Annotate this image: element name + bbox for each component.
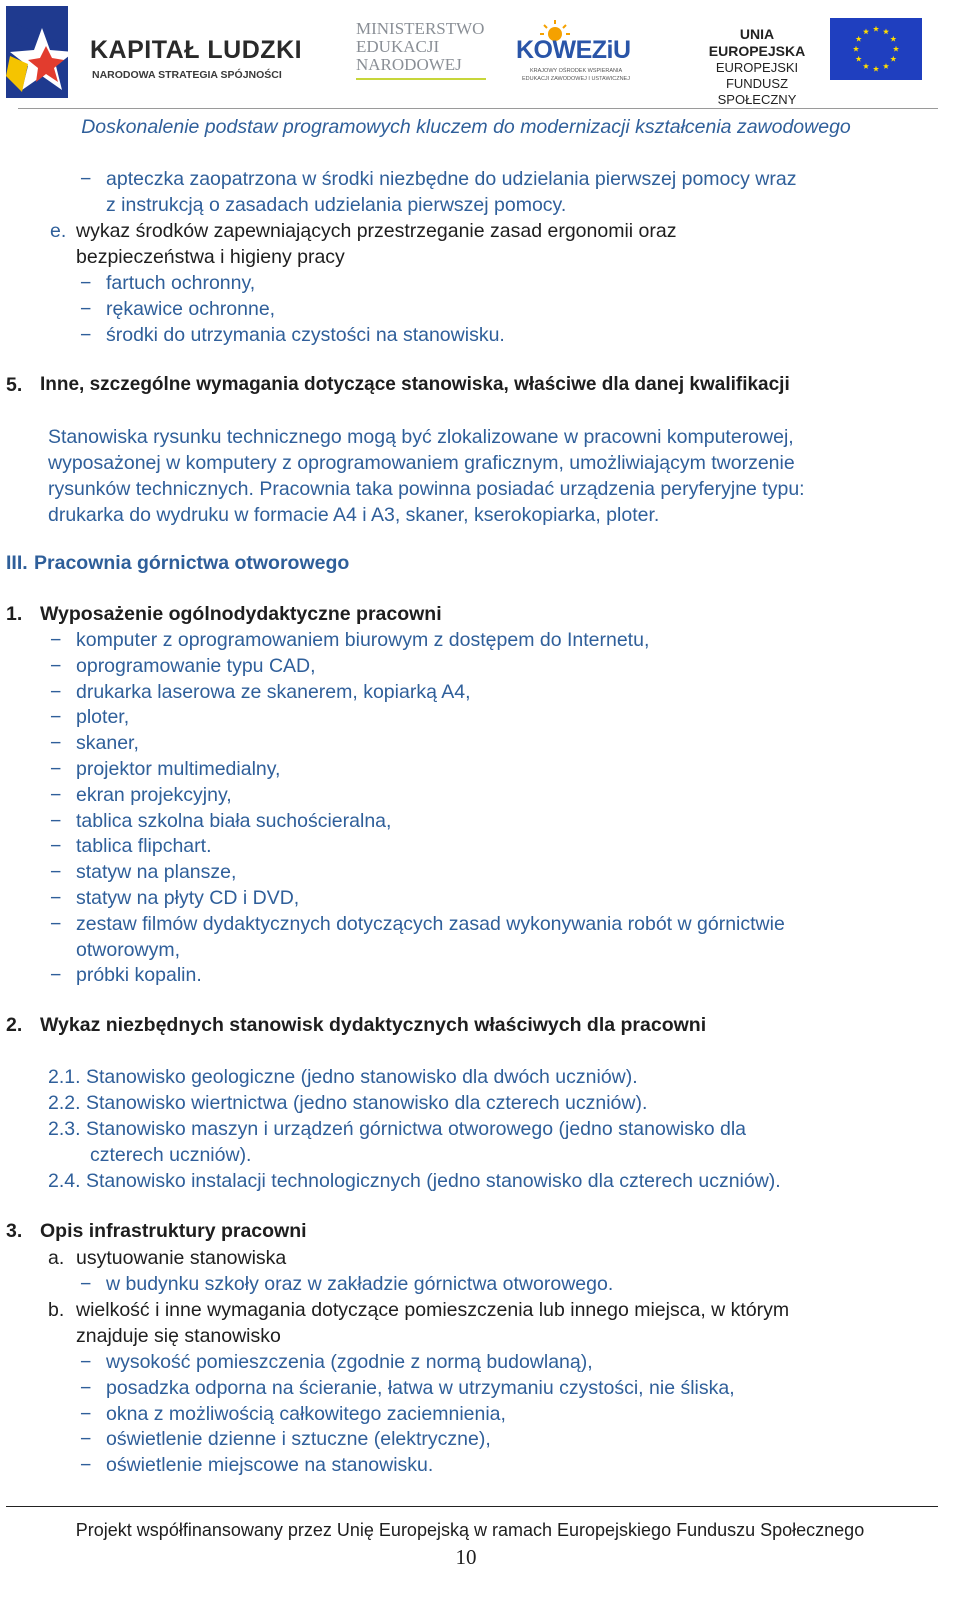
logo-men-line2: EDUKACJI: [356, 37, 440, 56]
dash-marker: −: [80, 1273, 92, 1295]
logo-ue-text: [690, 26, 824, 107]
list-item: tablica szkolna biała suchościeralna,: [76, 809, 392, 832]
section-number: 2.: [6, 1014, 23, 1036]
section-number: 3.: [6, 1220, 23, 1242]
section-heading: Wyposażenie ogólnodydaktyczne pracowni: [40, 603, 442, 625]
dash-marker: −: [80, 1376, 92, 1399]
list-item: okna z możliwością całkowitego zaciemnienia,: [106, 1402, 506, 1425]
list-item: oprogramowanie typu CAD,: [76, 654, 316, 677]
kapital-ludzki-star-icon: [6, 6, 86, 98]
dash-marker: −: [50, 783, 62, 806]
dash-marker: −: [80, 272, 92, 294]
logo-koweziu-sub1: KRAJOWY OŚRODEK WSPIERANIA: [530, 68, 623, 74]
station-item: 2.3. Stanowisko maszyn i urządzeń górnictwa otworowego (jedno stanowisko dla: [48, 1118, 747, 1140]
logo-koweziu: [516, 18, 646, 88]
footer-rule: [6, 1506, 938, 1507]
station-item-continuation: czterech uczniów).: [90, 1144, 252, 1166]
logo-ue-line3: FUNDUSZ SPOŁECZNY: [717, 76, 797, 107]
list-marker-a: a.: [48, 1247, 65, 1269]
station-item: 2.4. Stanowisko instalacji technologicznych (jedno stanowisko dla czterech uczniów).: [48, 1170, 781, 1192]
list-item: komputer z oprogramowaniem biurowym z dostępem do Internetu,: [76, 629, 650, 651]
eu-flag-icon: [830, 18, 922, 80]
dash-marker: −: [80, 1402, 92, 1425]
list-item: wysokość pomieszczenia (zgodnie z normą budowlaną),: [106, 1351, 593, 1373]
logo-ue-line2: EUROPEJSKI: [715, 60, 799, 75]
running-title: Doskonalenie podstaw programowych kluczem do modernizacji kształcenia zawodowego: [81, 116, 851, 138]
list-item-continuation: otworowym,: [76, 938, 181, 961]
paragraph-line: Stanowiska rysunku technicznego mogą być zlokalizowane w pracowni komputerowej,: [48, 426, 794, 448]
dash-marker: −: [50, 629, 62, 651]
logo-kl-title: KAPITAŁ LUDZKI: [90, 36, 303, 64]
dash-marker: −: [50, 732, 62, 755]
dash-marker: −: [50, 887, 62, 909]
logo-ue-line1: UNIA EUROPEJSKA: [708, 26, 806, 59]
list-item-e-continuation: bezpieczeństwa i higieny pracy: [76, 246, 345, 268]
section-heading: Wykaz niezbędnych stanowisk dydaktycznych właściwych dla pracowni: [40, 1014, 707, 1036]
dash-marker: −: [50, 758, 62, 780]
list-item-b-continuation: znajduje się stanowisko: [76, 1325, 281, 1347]
logo-men-underline: [356, 78, 486, 80]
list-item: skaner,: [76, 732, 139, 755]
dash-marker: −: [80, 168, 92, 190]
section-number: 1.: [6, 603, 23, 625]
logo-koweziu-title: KOWEZiU: [516, 36, 631, 64]
dash-marker: −: [50, 964, 62, 987]
list-item: ploter,: [76, 706, 130, 729]
list-item: w budynku szkoły oraz w zakładzie górnictwa otworowego.: [106, 1273, 614, 1295]
page-number: 10: [455, 1545, 477, 1569]
chapter-number: III.: [6, 552, 28, 574]
list-item: statyw na płyty CD i DVD,: [76, 887, 300, 909]
logo-koweziu-sub2: EDUKACJI ZAWODOWEJ I USTAWICZNEJ: [522, 76, 630, 82]
dash-marker: −: [80, 298, 92, 320]
paragraph-line: rysunków technicznych. Pracownia taka powinna posiadać urządzenia peryferyjne typu:: [48, 478, 805, 500]
section-number: 5.: [6, 374, 23, 396]
logo-men: [356, 20, 496, 90]
list-item: statyw na plansze,: [76, 861, 237, 884]
list-item: rękawice ochronne,: [106, 298, 276, 320]
list-item-b: wielkość i inne wymagania dotyczące pomieszczenia lub innego miejsca, w którym: [76, 1299, 790, 1321]
footer-text: Projekt współfinansowany przez Unię Europejską w ramach Europejskiego Funduszu Społecznego: [75, 1520, 865, 1540]
list-item: oświetlenie miejscowe na stanowisku.: [106, 1454, 434, 1477]
logo-men-line3: NARODOWEJ: [356, 55, 462, 74]
dash-marker: −: [80, 1428, 92, 1451]
dash-marker: −: [80, 324, 92, 346]
dash-marker: −: [80, 1454, 92, 1477]
list-item: tablica flipchart.: [76, 835, 212, 858]
logo-men-line1: MINISTERSTWO: [356, 19, 485, 38]
header-rule: [18, 108, 938, 109]
list-item: próbki kopalin.: [76, 964, 202, 987]
dash-marker: −: [50, 861, 62, 884]
list-marker-e: e.: [50, 220, 67, 242]
list-item: apteczka zaopatrzona w środki niezbędne do udzielania pierwszej pomocy wraz: [106, 168, 797, 190]
dash-marker: −: [80, 1351, 92, 1373]
section-heading: Opis infrastruktury pracowni: [40, 1220, 307, 1242]
list-item: środki do utrzymania czystości na stanowisku.: [106, 324, 505, 346]
list-item: oświetlenie dzienne i sztuczne (elektryczne),: [106, 1428, 491, 1451]
list-item: projektor multimedialny,: [76, 758, 281, 780]
dash-marker: −: [50, 912, 62, 935]
list-item: ekran projekcyjny,: [76, 783, 232, 806]
section-heading: Inne, szczególne wymagania dotyczące stanowiska, właściwe dla danej kwalifikacji: [40, 374, 790, 395]
station-item: 2.2. Stanowisko wiertnictwa (jedno stanowisko dla czterech uczniów).: [48, 1092, 648, 1114]
chapter-heading: Pracownia górnictwa otworowego: [34, 552, 350, 574]
list-item: fartuch ochronny,: [106, 272, 256, 294]
list-marker-b: b.: [48, 1299, 65, 1321]
paragraph-line: wyposażonej w komputery z oprogramowaniem graficznym, umożliwiającym tworzenie: [48, 452, 795, 474]
list-item-continuation: z instrukcją o zasadach udzielania pierwszej pomocy.: [106, 194, 567, 216]
dash-marker: −: [50, 706, 62, 729]
paragraph-line: drukarka do wydruku w formacie A4 i A3, skaner, kserokopiarka, ploter.: [48, 504, 660, 526]
list-item: drukarka laserowa ze skanerem, kopiarką A4,: [76, 680, 471, 703]
logo-kl-subtitle: NARODOWA STRATEGIA SPÓJNOŚCI: [92, 69, 282, 81]
list-item-a: usytuowanie stanowiska: [76, 1247, 287, 1269]
list-item-e: wykaz środków zapewniających przestrzeganie zasad ergonomii oraz: [76, 220, 677, 242]
dash-marker: −: [50, 680, 62, 703]
list-item: posadzka odporna na ścieranie, łatwa w utrzymaniu czystości, nie śliska,: [106, 1376, 735, 1399]
dash-marker: −: [50, 835, 62, 858]
station-item: 2.1. Stanowisko geologiczne (jedno stanowisko dla dwóch uczniów).: [48, 1066, 638, 1088]
logo-kapital-ludzki: [6, 6, 306, 96]
list-item: zestaw filmów dydaktycznych dotyczących zasad wykonywania robót w górnictwie: [76, 912, 785, 935]
dash-marker: −: [50, 809, 62, 832]
dash-marker: −: [50, 654, 62, 677]
